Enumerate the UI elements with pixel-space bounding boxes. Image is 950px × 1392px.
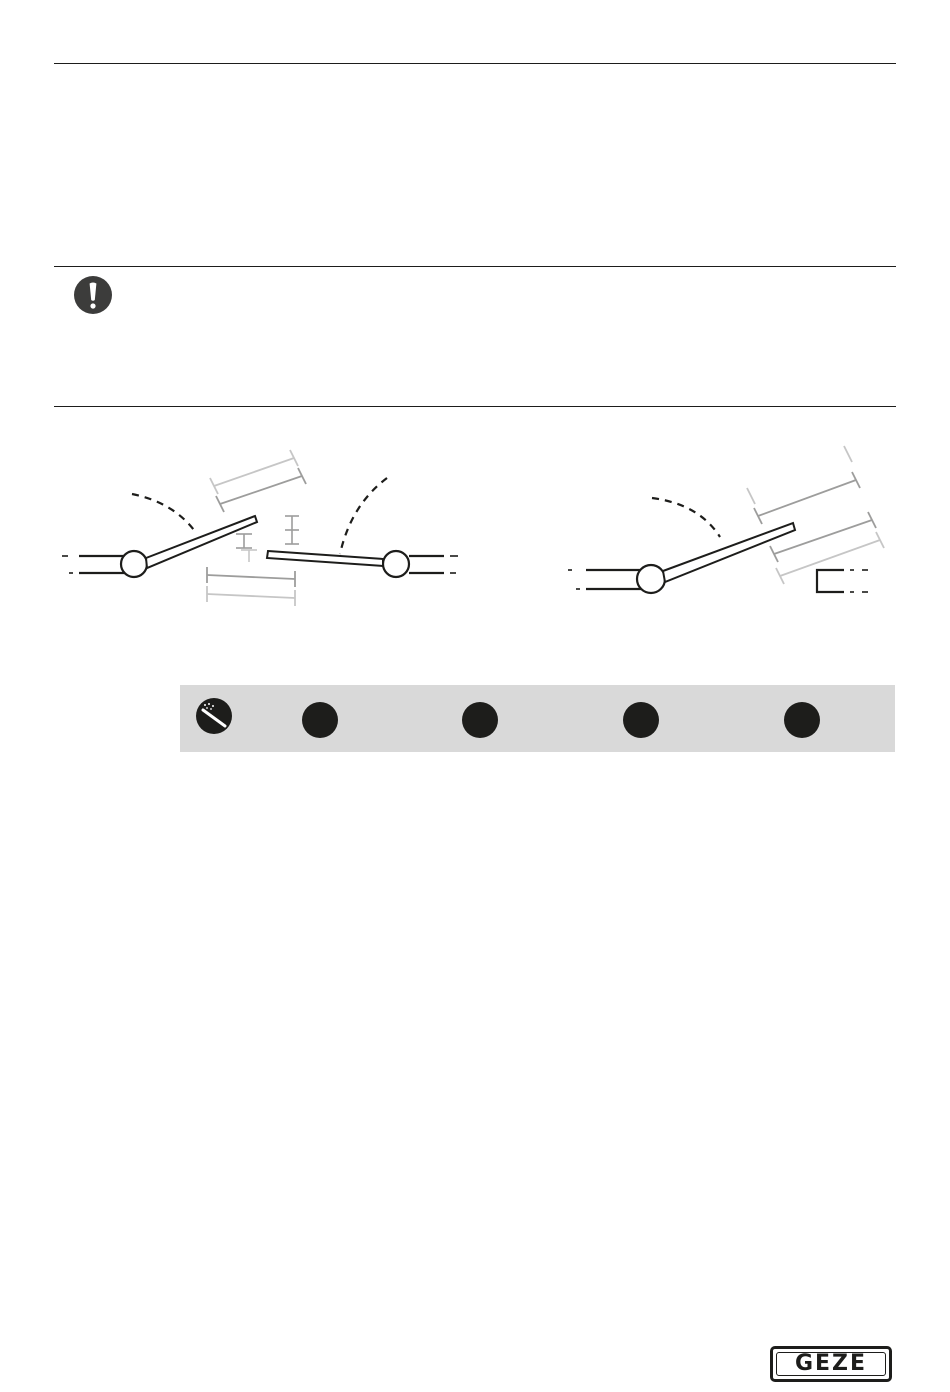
legend-marker-3 — [623, 702, 659, 738]
legend-marker-2 — [462, 702, 498, 738]
notice-bottom-rule — [54, 406, 896, 407]
logo-text: GEZE — [794, 1351, 868, 1376]
legend-bar — [180, 685, 895, 752]
adjustment-screwdriver-icon — [194, 696, 234, 736]
geze-logo — [770, 1346, 892, 1382]
notice-top-rule — [54, 266, 896, 267]
exclamation-icon — [73, 275, 113, 315]
legend-marker-4 — [784, 702, 820, 738]
door-installation-diagram — [54, 430, 896, 630]
legend-marker-1 — [302, 702, 338, 738]
single-door-diagram — [568, 446, 884, 593]
double-door-diagram — [62, 450, 458, 606]
header-rule — [54, 63, 896, 64]
